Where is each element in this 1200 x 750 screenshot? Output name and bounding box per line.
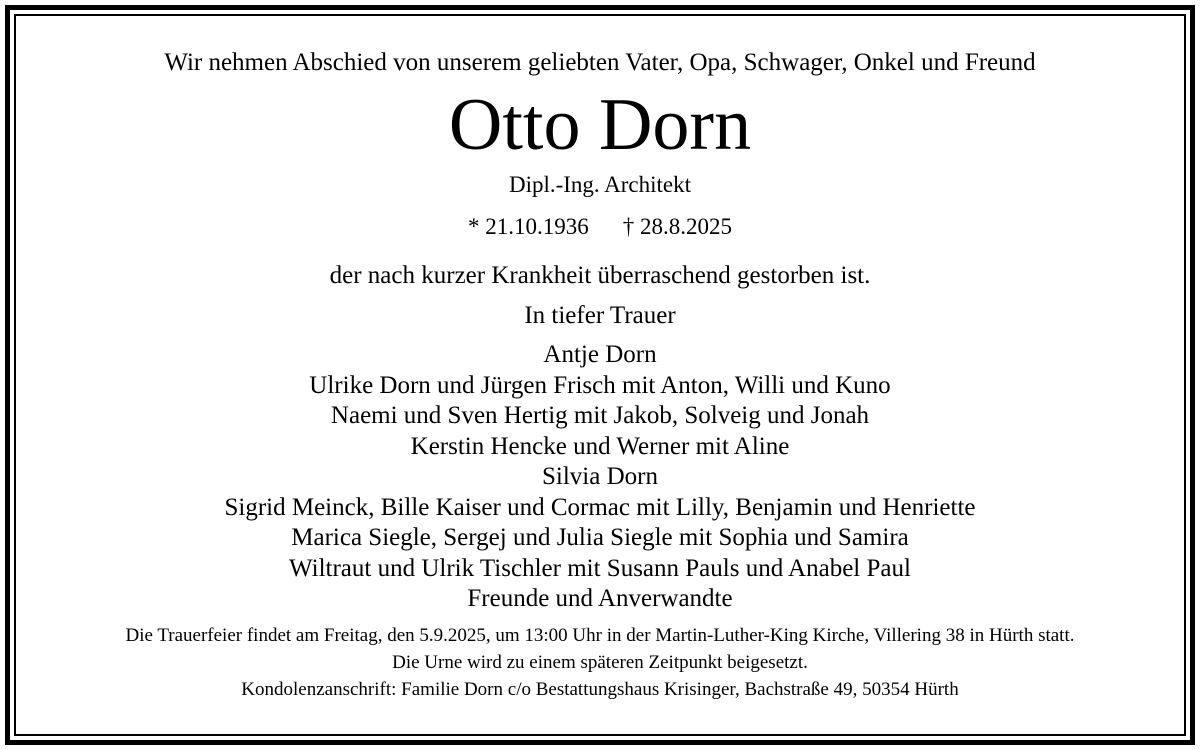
mourner-line: Freunde und Anverwandte xyxy=(467,585,733,612)
deceased-name: Otto Dorn xyxy=(448,84,752,166)
life-dates xyxy=(0,215,1200,238)
mourner-line: Antje Dorn xyxy=(543,341,657,368)
death-date: † 28.8.2025 xyxy=(622,214,732,239)
death-statement: der nach kurzer Krankheit überraschend gestorben ist. xyxy=(329,262,871,289)
mourner-line: Ulrike Dorn und Jürgen Frisch mit Anton, Willi und Kuno xyxy=(309,371,891,399)
urn-info: Die Urne wird zu einem späteren Zeitpunkt beigesetzt. xyxy=(392,652,808,673)
mourner-line: Marica Siegle, Sergej und Julia Siegle mit Sophia und Samira xyxy=(291,524,909,551)
birth-date: * 21.10.1936 xyxy=(468,214,589,239)
funeral-info: Die Trauerfeier findet am Freitag, den 5.9.2025, um 13:00 Uhr in der Martin-Luther-King Kirche, Villering 38 in Hürth statt. xyxy=(125,625,1075,646)
mourner-line: Wiltraut und Ulrik Tischler mit Susann Pauls und Anabel Paul xyxy=(289,554,911,582)
mourner-line: Sigrid Meinck, Bille Kaiser und Cormac mit Lilly, Benjamin und Henriette xyxy=(224,493,976,521)
deceased-title: Dipl.-Ing. Architekt xyxy=(508,172,692,197)
mourning-phrase: In tiefer Trauer xyxy=(524,302,676,329)
mourners-list xyxy=(0,340,1200,615)
mourner-line: Kerstin Hencke und Werner mit Aline xyxy=(410,432,790,460)
intro-text: Wir nehmen Abschied von unserem geliebten Vater, Opa, Schwager, Onkel und Freund xyxy=(164,49,1036,76)
mourner-line: Silvia Dorn xyxy=(542,463,658,490)
condolence-address: Kondolenzanschrift: Familie Dorn c/o Bestattungshaus Krisinger, Bachstraße 49, 50354 Hürth xyxy=(241,679,959,700)
mourner-line: Naemi und Sven Hertig mit Jakob, Solveig und Jonah xyxy=(330,402,870,429)
